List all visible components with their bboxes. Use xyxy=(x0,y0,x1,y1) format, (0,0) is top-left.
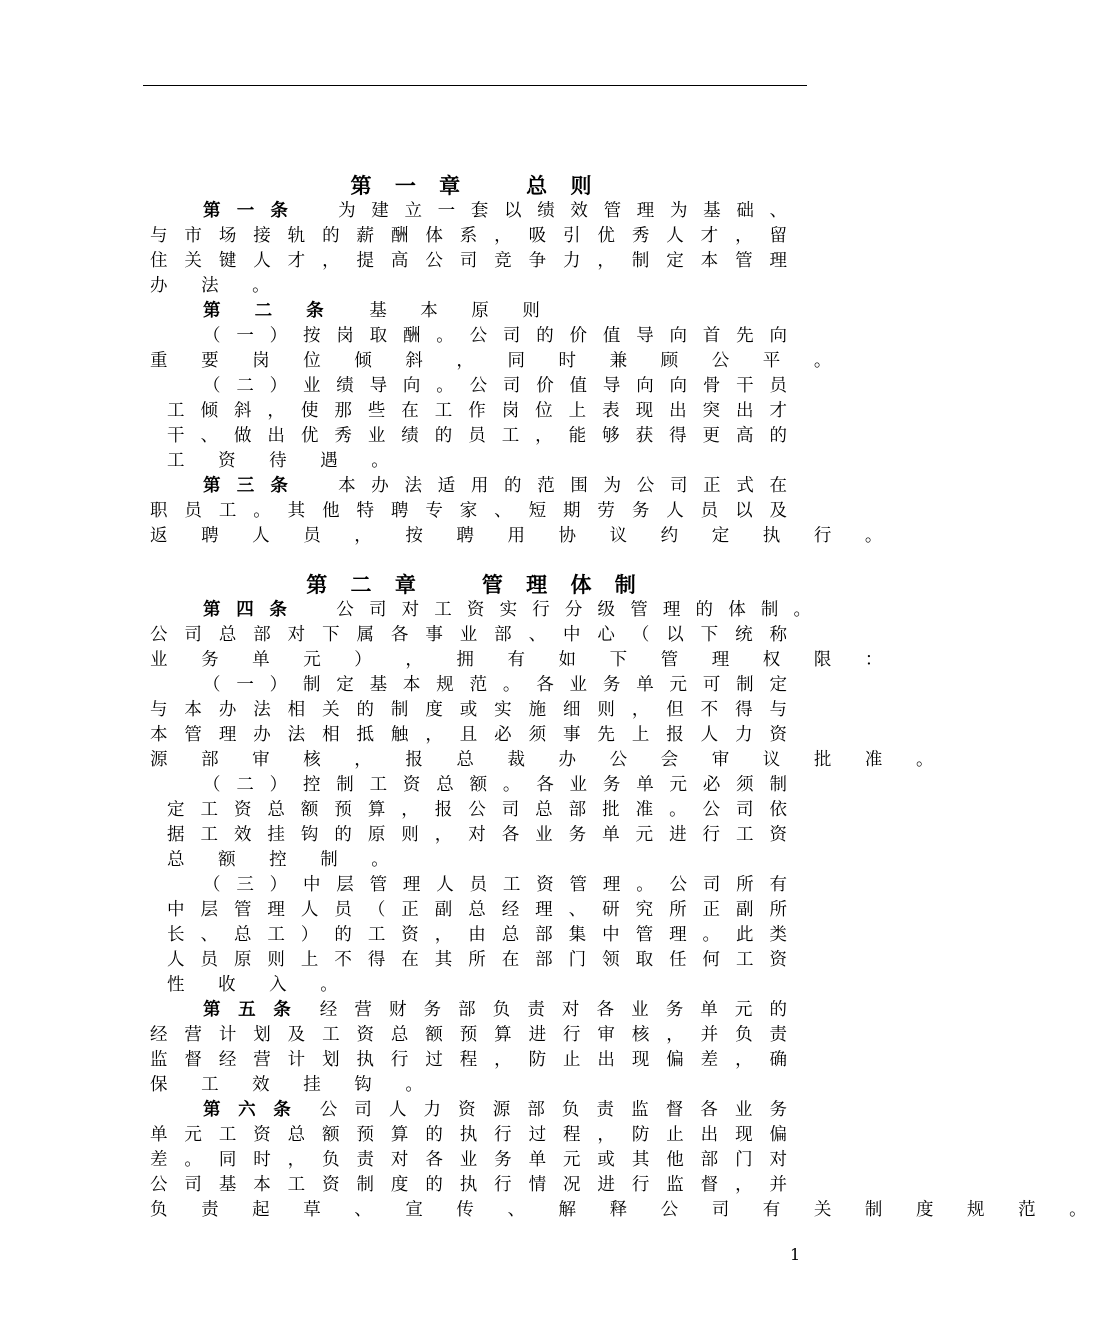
article-4-item-2-line-4: 总 额 控 制 。 xyxy=(167,850,403,870)
article-6-line-2: 单 元 工 资 总 额 预 算 的 执 行 过 程 ， 防 止 出 现 偏 xyxy=(150,1125,787,1145)
article-5-line-1: 第 五 条 经 营 财 务 部 负 责 对 各 业 务 单 元 的 xyxy=(203,1000,787,1020)
article-4-line-1: 第 四 条 公 司 对 工 资 实 行 分 级 管 理 的 体 制 。 xyxy=(203,600,812,620)
article-2-item-1-line-2: 重 要 岗 位 倾 斜 ， 同 时 兼 顾 公 平 。 xyxy=(150,351,846,371)
article-5-line-2: 经 营 计 划 及 工 资 总 额 预 算 进 行 审 核 ， 并 负 责 xyxy=(150,1025,787,1045)
article-4-item-3-line-4: 人 员 原 则 上 不 得 在 其 所 在 部 门 领 取 任 何 工 资 xyxy=(167,950,787,970)
article-4-item-1-line-1: （ 一 ） 制 定 基 本 规 范 。 各 业 务 单 元 可 制 定 xyxy=(203,675,787,695)
article-1-line-4: 办 法 。 xyxy=(150,276,284,296)
article-4-item-2-line-3: 据 工 效 挂 钩 的 原 则 ， 对 各 业 务 单 元 进 行 工 资 xyxy=(167,825,787,845)
chapter-2-title: 第 二 章 管 理 体 制 xyxy=(306,572,644,597)
article-4-item-2-line-2: 定 工 资 总 额 预 算 ， 报 公 司 总 部 批 准 。 公 司 依 xyxy=(167,800,787,820)
article-1-line-2: 与 市 场 接 轨 的 薪 酬 体 系 ， 吸 引 优 秀 人 才 ， 留 xyxy=(150,226,787,246)
chapter-1-title: 第 一 章 总 则 xyxy=(350,173,600,198)
article-2-item-2-line-1: （ 二 ） 业 绩 导 向 。 公 司 价 值 导 向 向 骨 干 员 xyxy=(203,376,787,396)
article-4-item-3-line-1: （ 三 ） 中 层 管 理 人 员 工 资 管 理 。 公 司 所 有 xyxy=(203,875,787,895)
article-4-line-2: 公 司 总 部 对 下 属 各 事 业 部 、 中 心 （ 以 下 统 称 xyxy=(150,625,787,645)
article-2-item-2-line-2: 工 倾 斜 ， 使 那 些 在 工 作 岗 位 上 表 现 出 突 出 才 xyxy=(167,401,787,421)
article-4-item-2-line-1: （ 二 ） 控 制 工 资 总 额 。 各 业 务 单 元 必 须 制 xyxy=(203,775,787,795)
article-1-label: 第 一 条 xyxy=(203,201,293,221)
article-5-label: 第 五 条 xyxy=(203,1000,297,1020)
article-2-item-2-line-3: 干 、 做 出 优 秀 业 绩 的 员 工 ， 能 够 获 得 更 高 的 xyxy=(167,426,787,446)
article-2-label: 第 二 条 xyxy=(203,301,338,321)
article-5-line-3: 监 督 经 营 计 划 执 行 过 程 ， 防 止 出 现 偏 差 ， 确 xyxy=(150,1050,787,1070)
article-2-item-1-line-1: （ 一 ） 按 岗 取 酬 。 公 司 的 价 值 导 向 首 先 向 xyxy=(203,326,787,346)
header-rule xyxy=(143,85,807,86)
article-1-line-1: 第 一 条 为 建 立 一 套 以 绩 效 管 理 为 基 础 、 xyxy=(203,201,788,221)
article-3-line-1: 第 三 条 本 办 法 适 用 的 范 围 为 公 司 正 式 在 xyxy=(203,476,788,496)
article-4-label: 第 四 条 xyxy=(203,600,292,620)
article-6-line-5: 负 责 起 草 、 宣 传 、 解 释 公 司 有 关 制 度 规 范 。 xyxy=(150,1200,1101,1220)
article-6-line-1: 第 六 条 公 司 人 力 资 源 部 负 责 监 督 各 业 务 xyxy=(203,1100,787,1120)
article-6-label: 第 六 条 xyxy=(203,1100,297,1120)
article-4-item-3-line-3: 长 、 总 工 ） 的 工 资 ， 由 总 部 集 中 管 理 。 此 类 xyxy=(167,925,787,945)
article-2-item-2-line-4: 工 资 待 遇 。 xyxy=(167,451,403,471)
article-6-line-4: 公 司 基 本 工 资 制 度 的 执 行 情 况 进 行 监 督 ， 并 xyxy=(150,1175,787,1195)
page-number: 1 xyxy=(790,1245,801,1264)
article-3-line-2: 职 员 工 。 其 他 特 聘 专 家 、 短 期 劳 务 人 员 以 及 xyxy=(150,501,787,521)
article-4-item-3-line-5: 性 收 入 。 xyxy=(167,975,352,995)
article-4-item-1-line-3: 本 管 理 办 法 相 抵 触 ， 且 必 须 事 先 上 报 人 力 资 xyxy=(150,725,787,745)
article-6-line-3: 差 。 同 时 ， 负 责 对 各 业 务 单 元 或 其 他 部 门 对 xyxy=(150,1150,787,1170)
article-4-item-1-line-2: 与 本 办 法 相 关 的 制 度 或 实 施 细 则 ， 但 不 得 与 xyxy=(150,700,787,720)
article-3-label: 第 三 条 xyxy=(203,476,293,496)
article-4-item-3-line-2: 中 层 管 理 人 员 （ 正 副 总 经 理 、 研 究 所 正 副 所 xyxy=(167,900,787,920)
article-2-line-1: 第 二 条 基 本 原 则 xyxy=(203,301,554,321)
article-1-line-3: 住 关 键 人 才 ， 提 高 公 司 竞 争 力 ， 制 定 本 管 理 xyxy=(150,251,787,271)
article-4-item-1-line-4: 源 部 审 核 ， 报 总 裁 办 公 会 审 议 批 准 。 xyxy=(150,750,948,770)
article-5-line-4: 保 工 效 挂 钩 。 xyxy=(150,1075,437,1095)
article-3-line-3: 返 聘 人 员 ， 按 聘 用 协 议 约 定 执 行 。 xyxy=(150,526,897,546)
article-4-line-3: 业 务 单 元 ） ， 拥 有 如 下 管 理 权 限 ： xyxy=(150,650,897,670)
